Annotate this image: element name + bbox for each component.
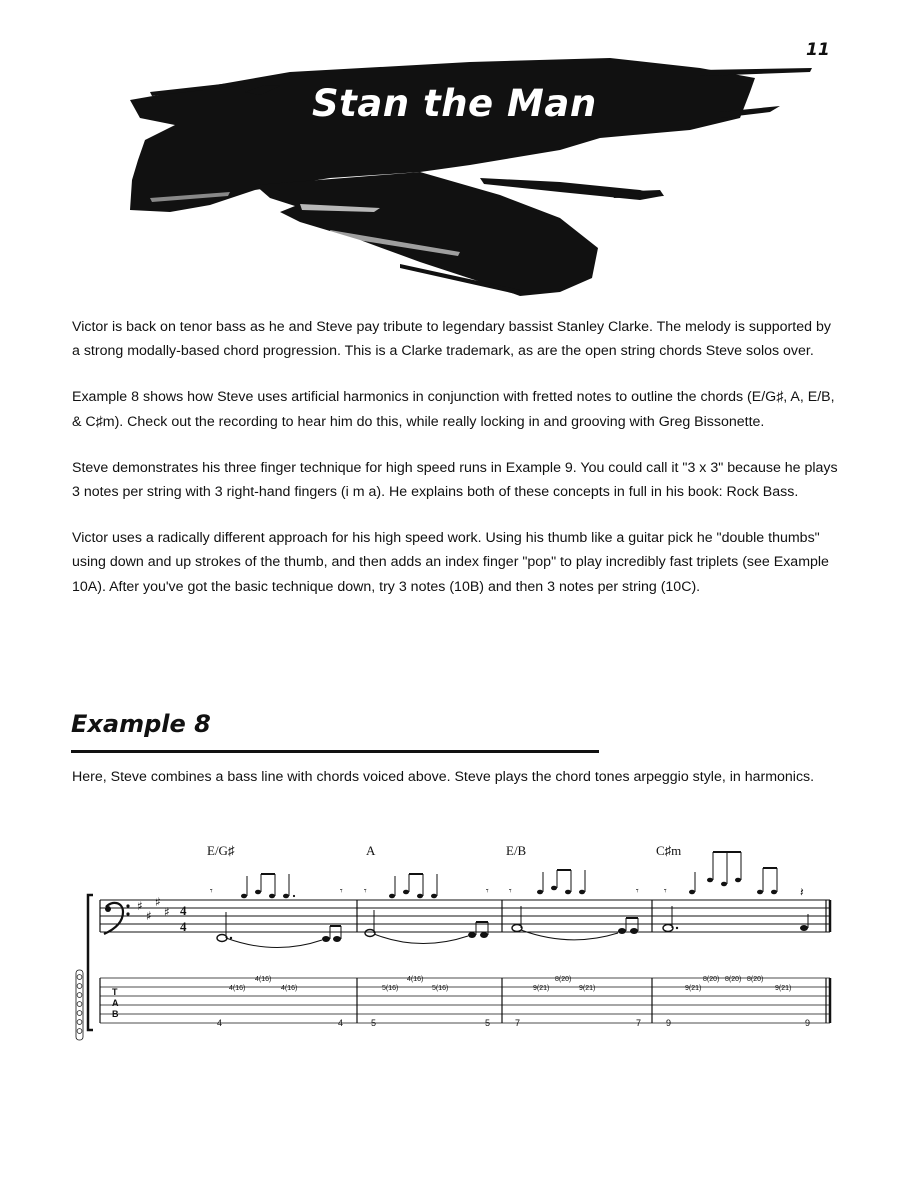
svg-text:𝄾: 𝄾: [636, 886, 639, 897]
tab-clef-letter: A: [112, 998, 119, 1008]
tab-measure-3: [515, 976, 641, 1028]
tab-fret-number: 8(20): [555, 976, 572, 983]
svg-text:♯: ♯: [137, 899, 143, 913]
tab-fret-number: 9(21): [685, 985, 702, 992]
tab-measure-2: [371, 976, 490, 1028]
svg-text:𝄽: 𝄽: [800, 885, 804, 899]
svg-text:♯: ♯: [164, 905, 170, 919]
time-signature-top: 4: [180, 903, 187, 918]
example-description: Here, Steve combines a bass line with chords voiced above. Steve plays the chord tones arpeggio style, in harmonics.: [72, 769, 815, 785]
chord-symbol: C♯m: [656, 843, 682, 858]
article-body: [72, 315, 842, 621]
paragraph-intro: Victor is back on tenor bass as he and Steve pay tribute to legendary bassist Stanley Clarke. The melody is supported by a strong modally-based chord progression. This is a Clarke trademark, as are the open string chords Steve solos over.: [72, 319, 831, 360]
page-title: Stan the Man: [312, 82, 597, 125]
chord-symbol: E/B: [506, 843, 527, 858]
tab-fret-number: 4: [217, 1018, 223, 1028]
tab-fret-number: 4(16): [255, 976, 272, 983]
svg-text:𝄾: 𝄾: [664, 886, 667, 897]
svg-text:𝄾: 𝄾: [210, 886, 213, 897]
svg-text:♯: ♯: [146, 909, 152, 923]
tab-fret-number: 4(16): [281, 985, 298, 992]
tab-fret-number: 5: [371, 1018, 377, 1028]
paragraph-double-thumb: Victor uses a radically different approach for his high speed work. Using his thumb like a guitar pick he "double thumbs" using down and up strokes of the thumb, and then adds an index finger "pop" to play incredibly fast triplets (see Example 10A). After you've got the basic technique down, try 3 notes (10B) and then 3 notes per string (10C).: [72, 530, 829, 595]
measure-2-notes: [364, 874, 489, 944]
bass-staff: [100, 900, 830, 932]
tab-fret-number: 4(16): [407, 976, 424, 983]
key-signature-sharps: [137, 895, 170, 923]
title-brush-banner: [0, 0, 900, 310]
tab-fret-number: 8(20): [747, 976, 764, 983]
tab-fret-number: 8(20): [703, 976, 720, 983]
measure-4-notes: [663, 852, 808, 932]
svg-text:♯: ♯: [155, 895, 161, 909]
tab-fret-number: 8(20): [725, 976, 742, 983]
svg-text:𝄾: 𝄾: [340, 886, 343, 897]
tab-measure-4: [666, 976, 810, 1028]
tab-staff: [100, 978, 830, 1023]
tab-fret-number: 5(16): [432, 985, 449, 992]
measure-3-notes: [509, 870, 639, 940]
tab-fret-number: 7: [636, 1018, 642, 1028]
measure-1-notes: [210, 874, 343, 948]
tab-fret-number: 9(21): [579, 985, 596, 992]
example-description-block: [72, 765, 842, 789]
svg-text:𝄾: 𝄾: [364, 886, 367, 897]
system-bracket: [88, 895, 93, 1030]
paragraph-three-finger: Steve demonstrates his three finger technique for high speed runs in Example 9. You could call it "3 x 3" because he plays 3 notes per string with 3 right-hand fingers (i m a). He explains both of these concepts in full in his book: Rock Bass.: [72, 459, 838, 501]
tab-fret-number: 4(16): [229, 985, 246, 992]
music-notation: [0, 830, 900, 1060]
tab-tuning-strip: [76, 970, 83, 1040]
tab-measure-1: [217, 976, 343, 1028]
tab-fret-number: 4: [338, 1018, 344, 1028]
tab-fret-number: 9(21): [775, 985, 792, 992]
heading-rule: [71, 750, 599, 753]
paragraph-example-8: Example 8 shows how Steve uses artificial harmonics in conjunction with fretted notes to outline the chords (E/G♯, A, E/B, & C♯m). Check out the recording to hear him do this, while really locking in and grooving with Greg Bissonette.: [72, 389, 835, 430]
chord-symbol: E/G♯: [207, 843, 235, 858]
chord-symbol: A: [366, 843, 376, 858]
svg-text:𝄾: 𝄾: [486, 886, 489, 897]
tab-barlines: [100, 978, 830, 1023]
tab-fret-number: 5: [485, 1018, 491, 1028]
page-number: 11: [806, 40, 830, 60]
tab-fret-number: 7: [515, 1018, 521, 1028]
svg-text:𝄾: 𝄾: [509, 886, 512, 897]
tab-clef: [112, 987, 119, 1019]
tab-fret-number: 9: [666, 1018, 672, 1028]
example-heading: Example 8: [71, 710, 211, 738]
tab-fret-number: 5(16): [382, 985, 399, 992]
tab-fret-number: 9(21): [533, 985, 550, 992]
tab-fret-number: 9: [805, 1018, 811, 1028]
time-signature-bottom: 4: [180, 919, 187, 934]
tab-clef-letter: T: [112, 987, 118, 997]
time-signature: [180, 903, 187, 934]
chord-symbols: [207, 843, 681, 858]
tab-clef-letter: B: [112, 1009, 119, 1019]
